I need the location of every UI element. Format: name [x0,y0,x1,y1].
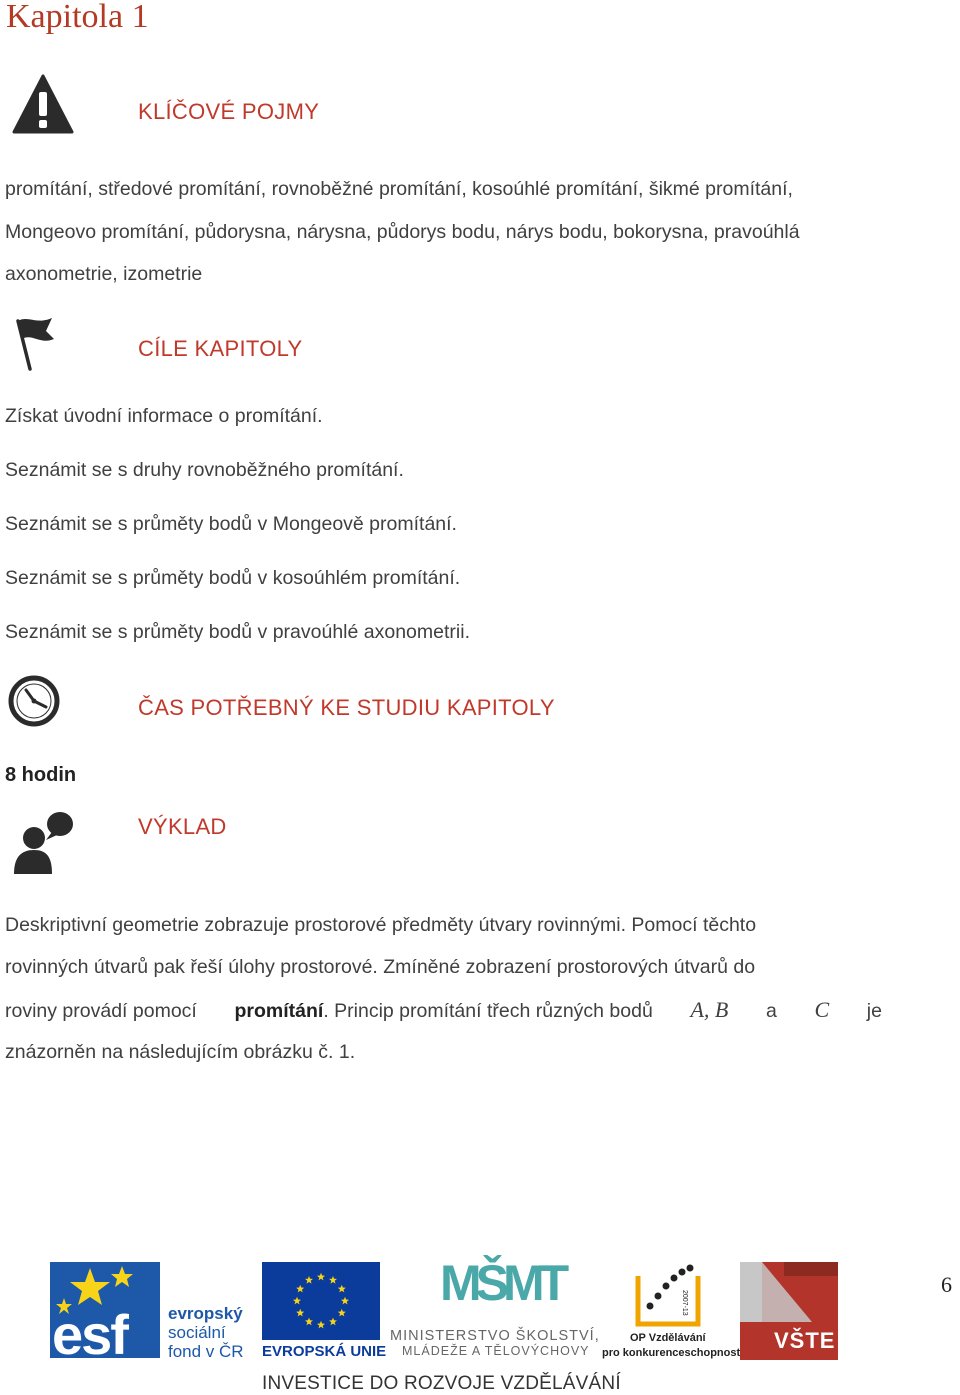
key-terms-line-3: axonometrie, izometrie [5,263,203,285]
time-value: 8 hodin [5,764,77,786]
warning-icon [12,74,74,136]
goal-item: Seznámit se s průměty bodů v kosoúhlém promítání. [5,567,461,589]
footer-slogan: INVESTICE DO ROZVOJE VZDĚLÁVÁNÍ [262,1373,621,1394]
explanation-line-4: znázorněn na následujícím obrázku č. 1. [5,1041,356,1063]
goal-item: Získat úvodní informace o promítání. [5,405,323,427]
op-years: 2007-13 [681,1290,688,1316]
key-terms-heading: KLÍČOVÉ POJMY [138,99,320,124]
key-terms-line-1: promítání, středové promítání, rovnoběžné promítání, kosoúhlé promítání, šikmé promítání, [5,178,793,200]
eu-logo [262,1262,387,1362]
page-number: 6 [941,1272,952,1297]
esf-caption-line: sociální [168,1323,226,1342]
esf-caption-line: fond v ČR [168,1342,244,1361]
time-heading: ČAS POTŘEBNÝ KE STUDIU KAPITOLY [138,695,555,720]
esf-logo [50,1262,255,1366]
line-text: . Princip promítání třech různých bodů [323,1000,653,1022]
emphasis-term: promítání [234,1000,324,1022]
clock-icon [8,675,60,727]
eu-flag-icon [262,1262,380,1340]
msmt-logo [388,1255,600,1360]
math-points: A, B [690,997,729,1022]
goal-item: Seznámit se s průměty bodů v pravoúhlé axonometrii. [5,621,470,643]
vste-logo [740,1262,838,1360]
msmt-caption-2: MLÁDEŽE A TĚLOVÝCHOVY [402,1344,590,1358]
key-terms-line-2: Mongeovo promítání, půdorysna, nárysna, půdorys bodu, nárys bodu, bokorysna, pravoúhlá [5,221,800,243]
speaker-icon [10,808,76,876]
conjunction: a [765,1000,777,1022]
flag-icon [14,315,56,371]
line-text: je [866,1000,882,1022]
op-caption-2: pro konkurenceschopnost [602,1347,741,1359]
math-point-c: C [814,997,830,1022]
esf-caption [168,1304,244,1361]
line-text: roviny provádí pomocí [5,1000,197,1022]
vste-wordmark: VŠTE [774,1328,836,1353]
goals-heading: CÍLE KAPITOLY [138,336,303,361]
esf-caption-line: evropský [168,1304,243,1323]
explanation-heading: VÝKLAD [138,814,227,839]
op-caption-1: OP Vzdělávání [630,1332,706,1344]
esf-wordmark: esf [52,1303,127,1366]
explanation-line-3 [5,989,882,1032]
explanation-line-2: rovinných útvarů pak řeší úlohy prostorové. Zmíněné zobrazení prostorových útvarů do [5,956,756,978]
msmt-mark: MŠMT [440,1255,564,1311]
op-logo [602,1262,741,1362]
goal-item: Seznámit se s druhy rovnoběžného promítání. [5,459,404,481]
op-emblem-icon [630,1262,706,1330]
msmt-caption-1: MINISTERSTVO ŠKOLSTVÍ, [390,1328,600,1344]
explanation-line-1: Deskriptivní geometrie zobrazuje prostorové předměty útvary rovinnými. Pomocí těchto [5,914,757,936]
goal-item: Seznámit se s průměty bodů v Mongeově promítání. [5,513,457,535]
eu-caption: EVROPSKÁ UNIE [262,1343,387,1360]
chapter-title: Kapitola 1 [6,0,149,35]
